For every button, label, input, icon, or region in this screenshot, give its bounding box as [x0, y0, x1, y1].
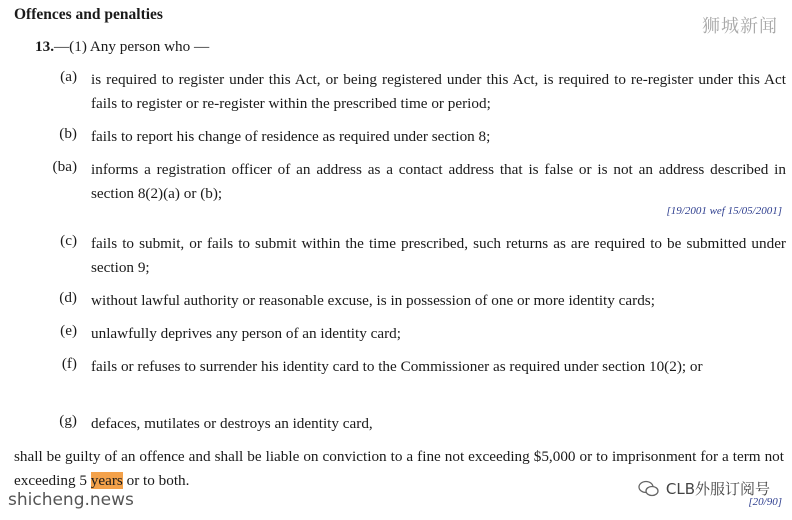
wechat-icon — [638, 480, 660, 498]
item-label: (c) — [60, 232, 77, 249]
item-label: (e) — [60, 322, 77, 339]
penalty-text-end: or to both. — [122, 472, 190, 489]
item-text: defaces, mutilates or destroys an identity card, — [91, 415, 373, 432]
item-text: is required to register under this Act, or being registered under this Act, is required to re-register under this Act fails to register or re-register within the prescribed time or period; — [91, 71, 786, 112]
watermark-bottom: shicheng.news — [8, 490, 134, 510]
item-label: (f) — [61, 355, 77, 372]
highlighted-word: years — [90, 472, 123, 489]
item-text: fails to report his change of residence as required under section 8; — [91, 128, 491, 145]
item-label: (g) — [59, 412, 77, 429]
section-heading: Offences and penalties — [14, 6, 163, 23]
item-label: (a) — [60, 68, 77, 85]
item-label: (d) — [59, 289, 77, 306]
section-13-intro — [35, 38, 209, 56]
watermark-top: 狮城新闻 — [702, 16, 778, 37]
item-text: without lawful authority or reasonable excuse, is in possession of one or more identity cards; — [91, 292, 655, 309]
item-text: fails to submit, or fails to submit within the time prescribed, such returns as are required to be submitted under section 9; — [91, 235, 786, 276]
section-intro: —(1) Any person who — — [53, 38, 210, 55]
penalty-text: shall be guilty of an offence and shall be liable on conviction to a fine not exceeding $5,000 or to imprisonment for a term not exceeding 5 — [14, 448, 784, 489]
item-text: unlawfully deprives any person of an identity card; — [91, 325, 401, 342]
item-label: (b) — [59, 125, 77, 142]
item-label: (ba) — [52, 158, 77, 175]
item-text: fails or refuses to surrender his identity card to the Commissioner as required under section 10(2); or — [91, 358, 703, 375]
section-number: 13. — [35, 38, 54, 55]
item-text: informs a registration officer of an address as a contact address that is false or is not an address described in section 8(2)(a) or (b); — [91, 161, 786, 202]
amendment-note: [19/2001 wef 15/05/2001] — [666, 205, 782, 217]
closing-note: [20/90] — [748, 496, 782, 508]
brand-label: CLB外服订阅号 — [665, 480, 770, 498]
